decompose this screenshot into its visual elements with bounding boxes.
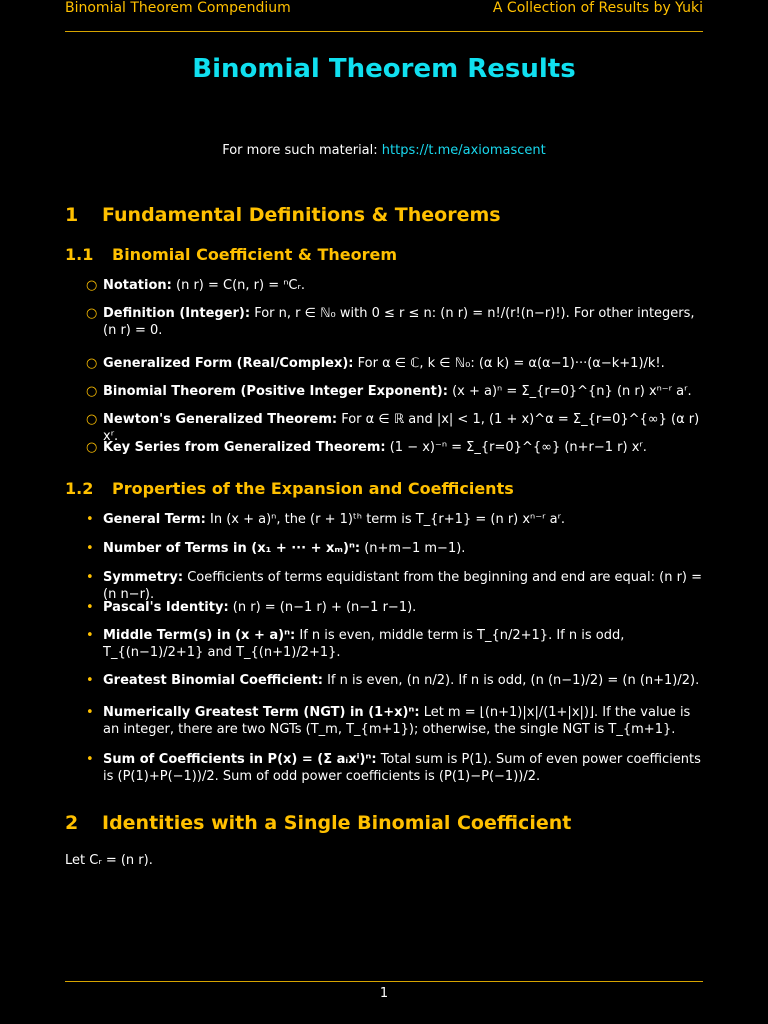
item-text: (n r) = C(n, r) = ⁿCᵣ. — [176, 278, 305, 293]
item-text: In (x + a)ⁿ, the (r + 1)ᵗʰ term is T_{r+1} = (n r) xⁿ⁻ʳ aʳ. — [209, 512, 566, 527]
bullet-icon: • — [86, 512, 94, 527]
item-label: Number of Terms in (x₁ + ··· + xₘ)ⁿ: — [103, 541, 361, 556]
bullet-icon: • — [86, 541, 94, 556]
header-left: Binomial Theorem Compendium — [65, 0, 291, 16]
bullet-icon: • — [86, 570, 94, 585]
item-label: Numerically Greatest Term (NGT) in (1+x)ⁿ: — [103, 705, 420, 720]
item-text: For α ∈ ℂ, k ∈ ℕ₀: (α k) = α(α−1)···(α−k+1)/k!. — [357, 356, 665, 371]
section-number: 1 — [65, 204, 79, 226]
item-label: Key Series from Generalized Theorem: — [103, 440, 386, 455]
item-text: Let m = ⌊(n+1)|x|/(1+|x|)⌋. If the value is an integer, there are two NGTs (T_m, T_{m+1}); otherwise, the single NGT is T_{m+1}. — [103, 705, 691, 737]
item-label: Notation: — [103, 278, 172, 293]
bullet-icon: • — [86, 705, 94, 720]
circle-bullet-icon: ○ — [86, 440, 98, 455]
bullet-icon: • — [86, 752, 94, 767]
bullet-icon: • — [86, 600, 94, 615]
running-header — [65, 0, 703, 32]
subsection-number: 1.2 — [65, 479, 94, 498]
item-text: For α ∈ ℝ and |x| < 1, (1 + x)^α = Σ_{r=0}^{∞} (α r) xʳ. — [103, 412, 700, 444]
item-text: Total sum is P(1). Sum of even power coefficients is (P(1)+P(−1))/2. Sum of odd power coefficients is (P(1)−P(−1))/2. — [103, 752, 701, 784]
page-number: 1 — [379, 986, 389, 1001]
item-label: Sum of Coefficients in P(x) = (Σ aᵢxⁱ)ⁿ: — [103, 752, 377, 767]
telegram-link[interactable]: https://t.me/axiomascent — [381, 143, 546, 158]
item-text: (x + a)ⁿ = Σ_{r=0}^{n} (n r) xⁿ⁻ʳ aʳ. — [452, 384, 692, 399]
bullet-icon: • — [86, 628, 94, 643]
item-label: Newton's Generalized Theorem: — [103, 412, 338, 427]
item-label: Binomial Theorem (Positive Integer Exponent): — [103, 384, 448, 399]
circle-bullet-icon: ○ — [86, 356, 98, 371]
subsection-heading-1-2 — [65, 479, 514, 498]
circle-bullet-icon: ○ — [86, 278, 98, 293]
more-material-text: For more such material: — [222, 143, 382, 158]
document-title: Binomial Theorem Results — [192, 54, 576, 84]
let-statement: Let Cᵣ = (n r). — [65, 853, 153, 868]
section-number: 2 — [65, 812, 79, 834]
item-text: (1 − x)⁻ⁿ = Σ_{r=0}^{∞} (n+r−1 r) xʳ. — [389, 440, 647, 455]
header-right: A Collection of Results by Yuki — [492, 0, 703, 16]
item-text: If n is even, (n n/2). If n is odd, (n (n−1)/2) = (n (n+1)/2). — [327, 673, 700, 688]
footer-rule — [65, 981, 703, 982]
section-heading-2 — [65, 812, 571, 834]
item-label: Generalized Form (Real/Complex): — [103, 356, 354, 371]
item-label: Pascal's Identity: — [103, 600, 229, 615]
subsection-title: Binomial Coefficient & Theorem — [112, 245, 398, 264]
item-text: (n+m−1 m−1). — [364, 541, 466, 556]
bullet-icon: • — [86, 673, 94, 688]
subsection-title: Properties of the Expansion and Coefficients — [112, 479, 514, 498]
circle-bullet-icon: ○ — [86, 306, 98, 321]
item-label: Greatest Binomial Coefficient: — [103, 673, 323, 688]
circle-bullet-icon: ○ — [86, 412, 98, 427]
item-text: Coefficients of terms equidistant from the beginning and end are equal: (n r) = (n n−r). — [103, 570, 703, 602]
more-material-line — [0, 143, 768, 158]
item-label: Symmetry: — [103, 570, 184, 585]
section-title: Fundamental Definitions & Theorems — [102, 204, 501, 226]
item-label: Middle Term(s) in (x + a)ⁿ: — [103, 628, 296, 643]
item-text: (n r) = (n−1 r) + (n−1 r−1). — [232, 600, 417, 615]
subsection-heading-1-1 — [65, 245, 397, 264]
section-heading-1 — [65, 204, 501, 226]
item-text: For n, r ∈ ℕ₀ with 0 ≤ r ≤ n: (n r) = n!/(r!(n−r)!). For other integers, (n r) = 0. — [103, 306, 695, 338]
section-title: Identities with a Single Binomial Coefficient — [102, 812, 572, 834]
item-label: Definition (Integer): — [103, 306, 251, 321]
item-label: General Term: — [103, 512, 206, 527]
circle-bullet-icon: ○ — [86, 384, 98, 399]
item-text: If n is even, middle term is T_{n/2+1}. If n is odd, T_{(n−1)/2+1} and T_{(n+1)/2+1}. — [103, 628, 625, 660]
subsection-number: 1.1 — [65, 245, 94, 264]
